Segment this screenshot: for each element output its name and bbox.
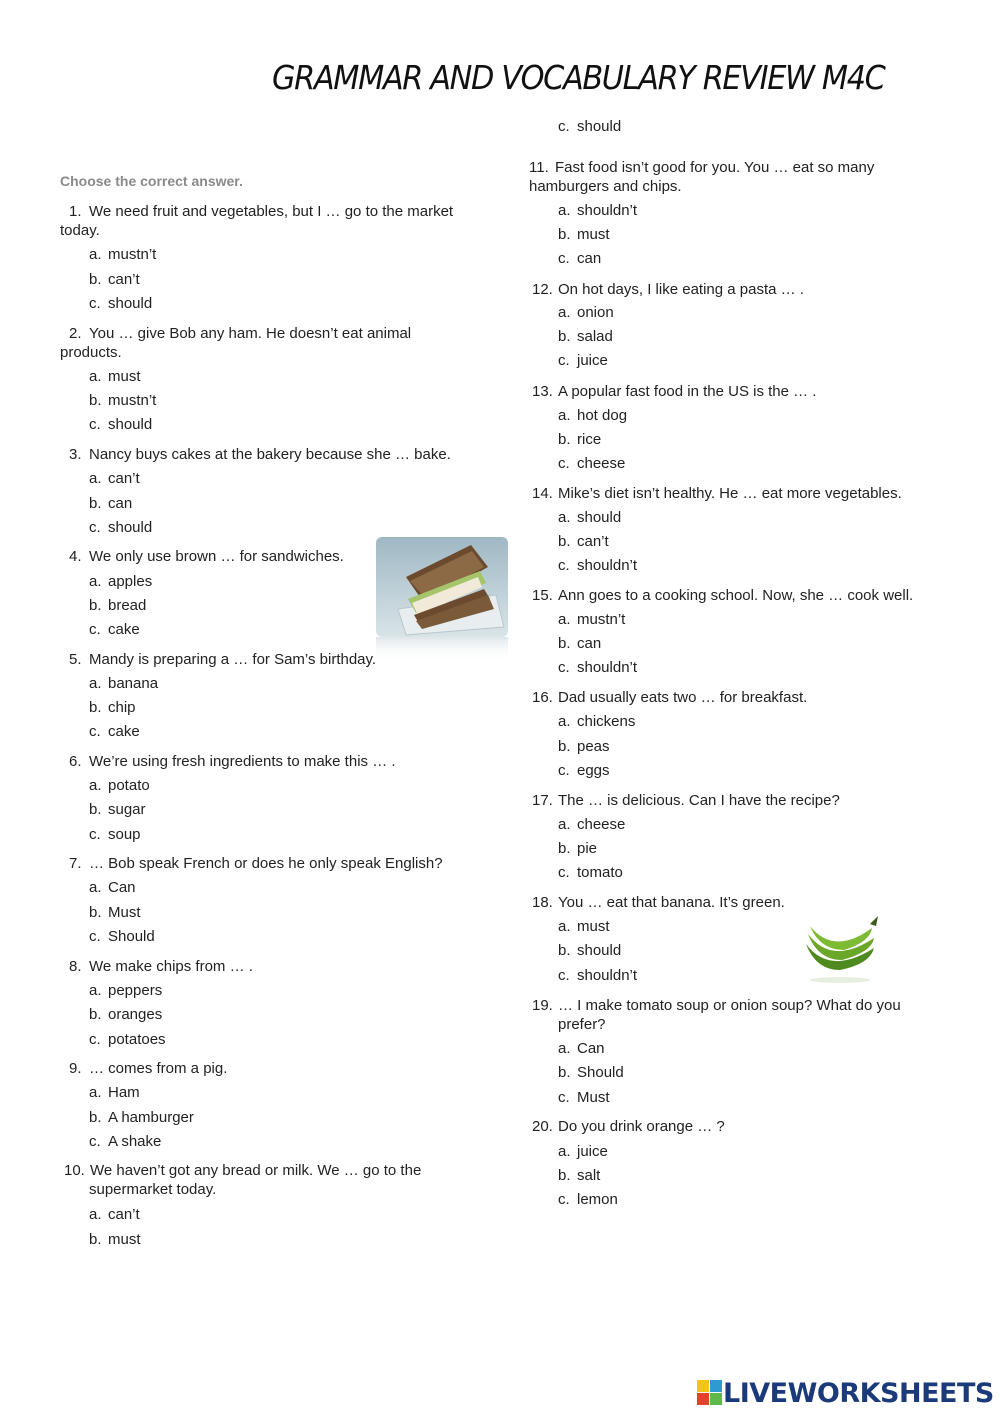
answer-option-13-c[interactable] xyxy=(558,454,625,473)
question-text: Mandy is preparing a … for Sam’s birthday. xyxy=(89,651,377,668)
answer-option-19-a[interactable] xyxy=(558,1039,605,1058)
option-text: cheese xyxy=(577,816,626,833)
option-text: chip xyxy=(108,699,136,716)
option-letter: c. xyxy=(89,1133,101,1150)
option-letter: b. xyxy=(558,533,571,550)
option-text: can’t xyxy=(577,533,609,550)
question-text: … comes from a pig. xyxy=(89,1060,228,1077)
option-letter: b. xyxy=(558,226,571,243)
option-letter: a. xyxy=(89,879,102,896)
answer-option-15-a[interactable] xyxy=(558,610,625,629)
option-letter: a. xyxy=(89,1206,102,1223)
answer-option-11-a[interactable] xyxy=(558,201,637,220)
option-letter: c. xyxy=(558,1089,570,1106)
answer-option-7-c[interactable] xyxy=(89,927,155,946)
question-18 xyxy=(532,893,785,912)
option-letter: a. xyxy=(558,816,571,833)
answer-option-4-c[interactable] xyxy=(89,620,140,639)
option-letter: c. xyxy=(558,250,570,267)
option-letter: c. xyxy=(558,967,570,984)
question-3 xyxy=(69,445,451,464)
answer-option-20-b[interactable] xyxy=(558,1166,600,1185)
question-text: … I make tomato soup or onion soup? What do you xyxy=(558,997,901,1014)
option-text: cheese xyxy=(577,455,626,472)
instructions: Choose the correct answer. xyxy=(60,173,243,189)
option-letter: c. xyxy=(558,659,570,676)
answer-option-6-a[interactable] xyxy=(89,776,150,795)
option-text: peas xyxy=(577,738,610,755)
question-14 xyxy=(532,484,902,503)
page-title: GRAMMAR AND VOCABULARY REVIEW M4C xyxy=(272,58,885,97)
option-letter: b. xyxy=(89,801,102,818)
liveworksheets-logo xyxy=(697,1375,994,1411)
answer-option-2-a[interactable] xyxy=(89,367,141,386)
answer-option-19-b[interactable] xyxy=(558,1063,624,1082)
question-number: 6. xyxy=(69,753,82,770)
answer-option-1-a[interactable] xyxy=(89,245,156,264)
option-letter: b. xyxy=(558,1064,571,1081)
option-text: sugar xyxy=(108,801,146,818)
answer-option-1-c[interactable] xyxy=(89,294,152,313)
question-10 xyxy=(64,1161,421,1199)
answer-option-16-b[interactable] xyxy=(558,737,610,756)
option-text: juice xyxy=(577,1143,608,1160)
option-text: Should xyxy=(577,1064,624,1081)
question-text: Mike’s diet isn’t healthy. He … eat more vegetables. xyxy=(558,485,902,502)
option-letter: c. xyxy=(558,352,570,369)
option-text: peppers xyxy=(108,982,163,999)
option-text: eggs xyxy=(577,762,610,779)
sandwich-image xyxy=(376,537,508,637)
option-text: shouldn’t xyxy=(577,202,638,219)
option-text: A hamburger xyxy=(108,1109,194,1126)
answer-option-5-b[interactable] xyxy=(89,698,136,717)
question-number: 4. xyxy=(69,548,82,565)
option-letter: a. xyxy=(558,304,571,321)
option-letter: b. xyxy=(558,738,571,755)
option-letter: c. xyxy=(89,1031,101,1048)
option-letter: b. xyxy=(558,328,571,345)
option-text: should xyxy=(577,118,622,135)
green-banana-image xyxy=(800,904,880,984)
option-letter: a. xyxy=(89,368,102,385)
answer-option-6-c[interactable] xyxy=(89,825,141,844)
question-20 xyxy=(532,1117,725,1136)
question-number: 12. xyxy=(532,281,553,298)
answer-option-10-b[interactable] xyxy=(89,1230,141,1249)
question-text: We only use brown … for sandwiches. xyxy=(89,548,344,565)
answer-option-16-c[interactable] xyxy=(558,761,610,780)
answer-option-8-c[interactable] xyxy=(89,1030,166,1049)
question-text: The … is delicious. Can I have the recipe? xyxy=(558,792,840,809)
question-1 xyxy=(60,202,454,240)
question-number: 16. xyxy=(532,689,553,706)
answer-option-14-c[interactable] xyxy=(558,556,637,575)
option-text: bread xyxy=(108,597,147,614)
option-letter: a. xyxy=(558,713,571,730)
question-text-continued: products. xyxy=(60,344,122,361)
brand-name: LIVEWORKSHEETS xyxy=(723,1377,994,1409)
option-letter: b. xyxy=(558,635,571,652)
answer-option-7-a[interactable] xyxy=(89,878,136,897)
option-letter: c. xyxy=(89,416,101,433)
question-number: 5. xyxy=(69,651,82,668)
option-letter: a. xyxy=(89,777,102,794)
question-number: 11. xyxy=(529,159,549,176)
question-number: 1. xyxy=(69,203,82,220)
option-text: juice xyxy=(577,352,608,369)
answer-option-12-a[interactable] xyxy=(558,303,614,322)
option-letter: b. xyxy=(89,904,102,921)
answer-option-19-c[interactable] xyxy=(558,1088,610,1107)
answer-option-11-c[interactable] xyxy=(558,249,601,268)
question-text-continued: today. xyxy=(60,222,100,239)
option-text: potatoes xyxy=(108,1031,166,1048)
question-text-continued: prefer? xyxy=(558,1016,606,1033)
option-letter: c. xyxy=(89,928,101,945)
question-15 xyxy=(532,586,913,605)
answer-option-18-b[interactable] xyxy=(558,941,621,960)
option-letter: a. xyxy=(89,470,102,487)
answer-option-14-b[interactable] xyxy=(558,532,609,551)
option-letter: a. xyxy=(89,675,102,692)
option-text: can xyxy=(108,495,133,512)
question-number: 2. xyxy=(69,325,82,342)
question-16 xyxy=(532,688,807,707)
option-letter: b. xyxy=(89,1109,102,1126)
option-text: Can xyxy=(577,1040,605,1057)
option-letter: b. xyxy=(89,271,102,288)
answer-option-10-c[interactable] xyxy=(558,117,621,136)
question-number: 17. xyxy=(532,792,553,809)
question-text: … Bob speak French or does he only speak English? xyxy=(89,855,443,872)
answer-option-12-c[interactable] xyxy=(558,351,608,370)
answer-option-13-a[interactable] xyxy=(558,406,627,425)
option-letter: c. xyxy=(558,762,570,779)
question-17 xyxy=(532,791,840,810)
answer-option-17-c[interactable] xyxy=(558,863,623,882)
option-letter: a. xyxy=(558,918,571,935)
answer-option-20-a[interactable] xyxy=(558,1142,608,1161)
option-letter: c. xyxy=(89,295,101,312)
option-letter: c. xyxy=(89,519,101,536)
answer-option-18-c[interactable] xyxy=(558,966,637,985)
question-text-continued: supermarket today. xyxy=(89,1181,217,1198)
question-text: On hot days, I like eating a pasta … . xyxy=(558,281,804,298)
question-text: We make chips from … . xyxy=(89,958,253,975)
option-text: Can xyxy=(108,879,136,896)
question-number: 10. xyxy=(64,1162,85,1179)
option-text: cake xyxy=(108,621,140,638)
option-text: mustn’t xyxy=(108,392,157,409)
option-text: tomato xyxy=(577,864,623,881)
answer-option-8-a[interactable] xyxy=(89,981,162,1000)
option-text: shouldn’t xyxy=(577,557,638,574)
question-text: You … eat that banana. It’s green. xyxy=(558,894,785,911)
question-text-continued: hamburgers and chips. xyxy=(529,178,682,195)
answer-option-16-a[interactable] xyxy=(558,712,635,731)
option-letter: a. xyxy=(558,407,571,424)
option-letter: c. xyxy=(89,723,101,740)
answer-option-14-a[interactable] xyxy=(558,508,621,527)
question-text: We haven’t got any bread or milk. We … go to the xyxy=(90,1162,422,1179)
question-9 xyxy=(69,1059,227,1078)
option-letter: c. xyxy=(558,1191,570,1208)
answer-option-5-a[interactable] xyxy=(89,674,158,693)
question-text: Do you drink orange … ? xyxy=(558,1118,725,1135)
option-text: Ham xyxy=(108,1084,140,1101)
question-4 xyxy=(69,547,344,566)
option-letter: b. xyxy=(89,1006,102,1023)
option-text: apples xyxy=(108,573,153,590)
answer-option-12-b[interactable] xyxy=(558,327,613,346)
option-text: chickens xyxy=(577,713,636,730)
option-text: onion xyxy=(577,304,614,321)
option-letter: b. xyxy=(558,840,571,857)
option-letter: a. xyxy=(89,246,102,263)
question-text: Dad usually eats two … for breakfast. xyxy=(558,689,808,706)
question-number: 20. xyxy=(532,1118,553,1135)
option-text: can’t xyxy=(108,271,140,288)
question-number: 3. xyxy=(69,446,82,463)
question-number: 7. xyxy=(69,855,82,872)
option-text: should xyxy=(108,416,153,433)
option-letter: b. xyxy=(89,1231,102,1248)
question-19 xyxy=(532,996,901,1034)
option-letter: b. xyxy=(89,495,102,512)
option-text: shouldn’t xyxy=(577,967,638,984)
question-number: 14. xyxy=(532,485,553,502)
option-text: mustn’t xyxy=(577,611,626,628)
option-text: soup xyxy=(108,826,141,843)
answer-option-5-c[interactable] xyxy=(89,722,140,741)
question-13 xyxy=(532,382,816,401)
option-text: salad xyxy=(577,328,613,345)
option-text: can’t xyxy=(108,470,140,487)
option-text: mustn’t xyxy=(108,246,157,263)
answer-option-2-b[interactable] xyxy=(89,391,156,410)
option-text: oranges xyxy=(108,1006,163,1023)
option-text: shouldn’t xyxy=(577,659,638,676)
question-6 xyxy=(69,752,396,771)
question-number: 13. xyxy=(532,383,553,400)
question-number: 18. xyxy=(532,894,553,911)
option-text: lemon xyxy=(577,1191,618,1208)
question-12 xyxy=(532,280,804,299)
option-text: must xyxy=(577,918,610,935)
answer-option-4-b[interactable] xyxy=(89,596,146,615)
option-text: must xyxy=(108,368,141,385)
answer-option-13-b[interactable] xyxy=(558,430,601,449)
option-text: potato xyxy=(108,777,150,794)
answer-option-1-b[interactable] xyxy=(89,270,140,289)
option-text: should xyxy=(108,519,153,536)
question-7 xyxy=(69,854,443,873)
answer-option-10-a[interactable] xyxy=(89,1205,140,1224)
option-letter: b. xyxy=(558,431,571,448)
question-8 xyxy=(69,957,253,976)
option-letter: b. xyxy=(558,942,571,959)
answer-option-7-b[interactable] xyxy=(89,903,141,922)
question-text: We’re using fresh ingredients to make this … . xyxy=(89,753,396,770)
option-text: can xyxy=(577,250,602,267)
option-letter: a. xyxy=(558,509,571,526)
question-2 xyxy=(60,324,412,362)
answer-option-9-a[interactable] xyxy=(89,1083,140,1102)
option-letter: a. xyxy=(558,202,571,219)
answer-option-9-c[interactable] xyxy=(89,1132,161,1151)
answer-option-3-a[interactable] xyxy=(89,469,140,488)
option-letter: c. xyxy=(558,864,570,881)
option-text: should xyxy=(108,295,153,312)
question-text: Ann goes to a cooking school. Now, she … cook well. xyxy=(558,587,914,604)
option-text: hot dog xyxy=(577,407,628,424)
question-11 xyxy=(529,158,874,196)
question-text: Fast food isn’t good for you. You … eat so many xyxy=(555,159,875,176)
option-letter: c. xyxy=(558,118,570,135)
answer-option-17-b[interactable] xyxy=(558,839,597,858)
answer-option-8-b[interactable] xyxy=(89,1005,162,1024)
answer-option-4-a[interactable] xyxy=(89,572,152,591)
option-letter: b. xyxy=(89,392,102,409)
option-text: rice xyxy=(577,431,602,448)
option-text: must xyxy=(108,1231,141,1248)
answer-option-6-b[interactable] xyxy=(89,800,146,819)
option-text: Must xyxy=(108,904,141,921)
answer-option-11-b[interactable] xyxy=(558,225,610,244)
option-letter: a. xyxy=(558,1143,571,1160)
answer-option-9-b[interactable] xyxy=(89,1108,194,1127)
question-number: 8. xyxy=(69,958,82,975)
question-number: 9. xyxy=(69,1060,82,1077)
option-text: can’t xyxy=(108,1206,140,1223)
answer-option-15-c[interactable] xyxy=(558,658,637,677)
option-text: should xyxy=(577,509,622,526)
answer-option-3-c[interactable] xyxy=(89,518,152,537)
option-letter: c. xyxy=(558,455,570,472)
question-number: 19. xyxy=(532,997,553,1014)
question-text: You … give Bob any ham. He doesn’t eat animal xyxy=(89,325,412,342)
option-text: should xyxy=(577,942,622,959)
answer-option-2-c[interactable] xyxy=(89,415,152,434)
question-5 xyxy=(69,650,376,669)
option-text: A shake xyxy=(108,1133,162,1150)
option-letter: b. xyxy=(558,1167,571,1184)
option-text: pie xyxy=(577,840,598,857)
option-letter: a. xyxy=(89,573,102,590)
answer-option-18-a[interactable] xyxy=(558,917,610,936)
answer-option-3-b[interactable] xyxy=(89,494,132,513)
question-text: A popular fast food in the US is the … . xyxy=(558,383,817,400)
answer-option-17-a[interactable] xyxy=(558,815,625,834)
option-text: must xyxy=(577,226,610,243)
option-letter: a. xyxy=(558,611,571,628)
option-text: can xyxy=(577,635,602,652)
question-text: Nancy buys cakes at the bakery because she … bake. xyxy=(89,446,451,463)
option-letter: a. xyxy=(89,982,102,999)
question-text: We need fruit and vegetables, but I … go to the market xyxy=(89,203,454,220)
answer-option-15-b[interactable] xyxy=(558,634,601,653)
liveworksheets-logo-icon xyxy=(697,1380,723,1406)
option-letter: c. xyxy=(558,557,570,574)
option-text: cake xyxy=(108,723,140,740)
option-letter: a. xyxy=(89,1084,102,1101)
option-letter: b. xyxy=(89,699,102,716)
question-number: 15. xyxy=(532,587,553,604)
option-text: banana xyxy=(108,675,159,692)
option-letter: c. xyxy=(89,621,101,638)
option-letter: a. xyxy=(558,1040,571,1057)
option-letter: c. xyxy=(89,826,101,843)
option-letter: b. xyxy=(89,597,102,614)
answer-option-20-c[interactable] xyxy=(558,1190,618,1209)
option-text: salt xyxy=(577,1167,601,1184)
option-text: Must xyxy=(577,1089,610,1106)
option-text: Should xyxy=(108,928,155,945)
